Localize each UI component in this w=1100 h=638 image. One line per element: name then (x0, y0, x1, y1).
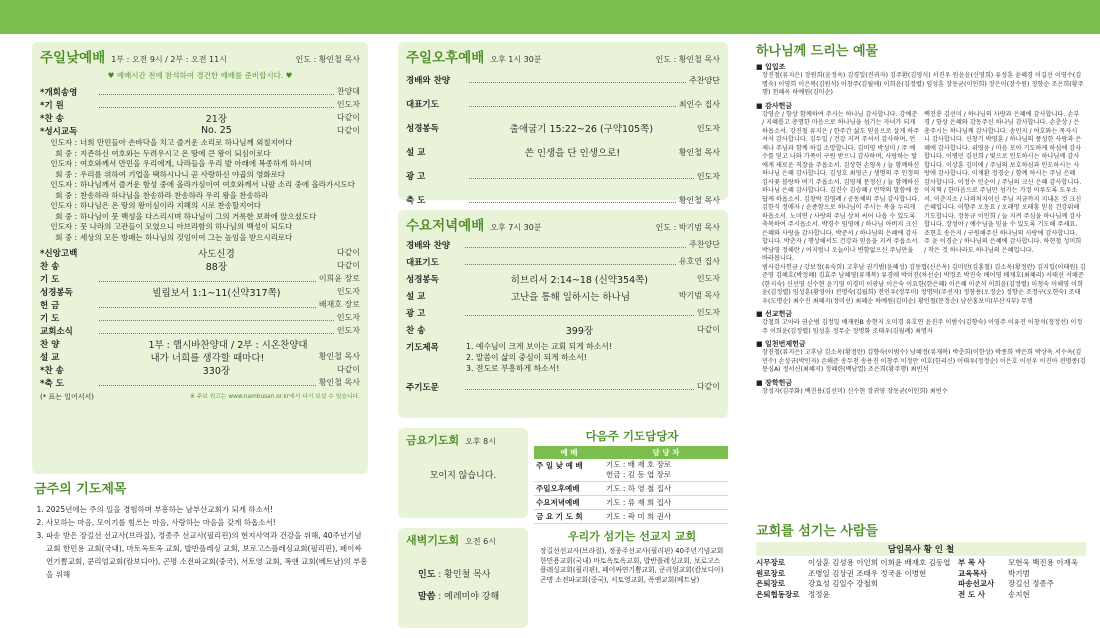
order-row (40, 363, 360, 376)
entry-offering-title: ■ 입입조 (756, 63, 786, 71)
order-label: 기 도 (40, 274, 60, 285)
wednesday-label: 성경봉독 (406, 274, 439, 285)
litany-text: 하나님께서 즐거운 함성 중에 올라가심이여 여호와께서 나팔 소리 중에 올라가시도다 (80, 180, 356, 189)
wednesday-leader: 인도자 (696, 274, 720, 283)
wednesday-row (406, 253, 720, 270)
servant-left-names: 강효성 김일수 강철희 (808, 579, 878, 588)
thanks-left: 강영순 / 항상 함께하여 주시는 하나님 감사합니다. 강예준 / 지혜롭고 총명한 마음으로 하나님을 섬기는 자녀가 되게 하옵소서. 강진철 류지은 / 한주간 삶도 믿음으로 살게 하주셔서 감사합니다. 김두일 / 건강 지켜 주셔서 감사하며, 언제나 주님과 함께 하길 소망합니다. 김미영 박성미 / 주 예수를 믿고 나와 가족이 구원 받으니 감사하며, 사랑하는 딸에게 새로운 직장을 주옵소서. 김상현 손영옥 / 늘 함께하신 하나님 은혜 감사합니다. 김성호 최영근 / 생명의 주 인정의 김사꽃 블랑하 여기 주옵소서. 김영재 문정신 / 늘 함께하신 하나님 은혜 감사합니다. 김진수 김승혜 / 언약의 말씀에 응답케 하옵소서. 김창락 김영례 / 공동체의 주님 감사합니다. 김한식 정애자 / 순종함으로 하나님이 주시는 복을 누리게 하옵소서. 노미연 / 사랑의 주님 상처 씨어 나옵 수 있도록 축복하여 주시옵소서. 박경수 임영애 / 하나님 아버지 크신 은혜와 사랑을 감사합니다. 박준서 / 하나님의 은혜에 감사합니다. 박춘자 / 행상해서도 건강과 믿음을 지켜 주옵소서. 박남영 정해란 / 어지럼니 오늘이나 변함없으신 주님만을 바라봅니다. (762, 110, 920, 262)
afternoon-officiant: 인도 : 황인철 목사 (655, 55, 720, 64)
missions-text: 장길선선교사(브라질), 정종주선교사(필리핀) 40주년기념교회 한민용교회(국내) 마토옥토옥교회, 밥반플레싱교회, 보로고스플레싱교회(필리핀), 페이싸연기쁨교회, 쿤리엄교회(캄보디아) 곤명 소전파교회(중국), 서토영교회, 폭앤교회(베트남) (540, 547, 724, 584)
servant-left-label: 은퇴장로 (756, 579, 785, 588)
sunday-main-times: 1부 : 오전 9시 / 2부 : 오전 11시 (111, 55, 227, 64)
wednesday-content: 399장 (565, 325, 594, 337)
dot-leader (99, 89, 334, 95)
mission-offering-title: ■ 선교헌금 (756, 310, 793, 318)
litany-line (40, 191, 360, 202)
order-content: 21장 (205, 113, 228, 125)
order-label: 기 도 (40, 313, 60, 324)
order-label: 설 교 (40, 352, 60, 363)
wednesday-title: 수요저녁예배 (406, 218, 485, 234)
afternoon-row (406, 164, 720, 188)
litany-text: 뭇 나라의 고관들이 모였으니 아브라함의 하나님의 백성이 되도다 (80, 222, 293, 231)
wednesday-row (406, 287, 720, 304)
afternoon-row (406, 92, 720, 116)
afternoon-leader: 인도자 (696, 123, 720, 133)
afternoon-row (406, 188, 720, 212)
order-label: *신앙고백 (40, 248, 78, 259)
order-leader: 이희윤 장로 (318, 274, 360, 283)
order-label: *개회송영 (40, 87, 78, 98)
wednesday-label: 경배와 찬양 (406, 240, 451, 251)
thanks-tail: 범사감사헌금 / 강보정(유숙희) 고후남 권기범(윤혜성) 김동엽(신은옥) 김미란(김홍철) 김소옥(황정란) 김지일(이태원) 김준영 김혜호(박정혜) 김효주 남혜영(류재복) 류경애 박이진(차선순) 박정조 박진숙 배어영 배재호(최혜리) 서태선 서혜준(한지숙) 신선영 신수현 윤기영 이경미 이광남 이은숙 이요한(한은혜) 이은혜 이준석 이희윤(김정렬) 이청숙 이해영 이희윤(김정렬) 임성훈(황영아) 전명숙(김월희) 전인우(정무미) 정명덕(주선자) 정창용(오정순) 정향순 조정구(오현숙) 조태우(도명순) 최수진 최혜지(정미선) 최혜순 하예원(김미순) 황인철(문정순) 남산홍보미(부산지부) 무명 (762, 263, 1086, 305)
afternoon-label: 설 교 (406, 148, 426, 158)
afternoon-row (406, 116, 720, 140)
order-content: 330장 (202, 365, 231, 377)
afternoon-row (406, 140, 720, 164)
wednesday-label: 설 교 (406, 291, 426, 302)
wednesday-row (406, 304, 720, 321)
wednesday-leader: 박기범 목사 (678, 291, 720, 300)
order-label: *기 원 (40, 100, 64, 111)
servant-left-label: 원로장로 (756, 568, 785, 578)
order-leader: 배재호 장로 (318, 300, 360, 309)
order-row (40, 350, 360, 363)
dot-leader (99, 102, 334, 108)
next-week-title: 다음주 기도담당자 (585, 429, 679, 443)
wednesday-time: 오후 7시 30분 (490, 223, 542, 232)
offerings-title: 하나님께 드리는 예물 (756, 44, 879, 59)
dot-leader (99, 328, 334, 334)
order-leader: 인도자 (336, 287, 360, 296)
dot-leader (99, 315, 334, 321)
next-week-service: 금 요 기 도 회 (534, 510, 604, 524)
building-offering-text: 장진철(류지은) 고후남 김소옥(황정란) 김향숙(이범수) 남혜정(류재복) 박춘희(이한상) 박종희 박은희 박상옥 서수옥(김민수) 손성규(박민자) 손해준 송두천 송용진 이창주 이정만 이호(한리신) 이태우(정정순) 이은호 이선우 이진아 전명종(김봉심A) 정서신(최혜지) 정혜련(백남열) 조은희(황주행) 최빈석 (762, 349, 1086, 373)
litany-speaker: 회 중 : (55, 211, 77, 221)
order-content: 빌립보서 1:1~11(신약317쪽) (152, 287, 281, 299)
order-leader: 인도자 (336, 313, 360, 322)
dot-leader (99, 276, 316, 282)
litany-text: 우리를 위하여 기업을 택하시나니 곧 사랑하신 야곱의 영화로다 (80, 169, 286, 179)
order-row (40, 376, 360, 389)
next-week-person: 기도 : 하 영 철 집사 (604, 482, 728, 496)
servant-right-label: 부 목 사 (958, 558, 985, 567)
friday-time: 오후 8시 (465, 437, 496, 446)
afternoon-leader: 주찬양단 (689, 75, 720, 85)
order-row (40, 337, 360, 350)
next-week-leaders (534, 428, 730, 524)
order-leader: 다같이 (336, 126, 360, 135)
servant-left-names: 이상훈 김성용 이인희 이희윤 배재호 김동엽 (808, 558, 951, 567)
servant-row (756, 558, 1086, 569)
litany-text: 여호와께서 만민을 우리에게, 나라들을 우리 발 아래에 복종하게 하시며 (80, 159, 312, 168)
dot-leader (469, 77, 686, 83)
servant-left-label: 시무장로 (756, 558, 785, 567)
dawn-word-label: 말씀 (418, 592, 436, 602)
order-label: *성시교독 (40, 126, 78, 137)
order-row (40, 124, 360, 137)
next-week-person: 기도 : 류 재 희 집사 (604, 496, 728, 510)
litany-speaker: 인도자 : (50, 180, 77, 189)
friday-title: 금요기도회 (406, 434, 460, 447)
prayer-topics (32, 478, 368, 581)
sunday-main-title: 주일낮예배 (40, 50, 106, 66)
wednesday-row (406, 236, 720, 253)
afternoon-leader: 황인철 목사 (678, 195, 720, 205)
dot-leader (465, 242, 686, 248)
afternoon-content: 쓴 인생을 단 인생으로! (524, 148, 621, 159)
senior-pastor: 담임목사 황 인 철 (756, 542, 1086, 556)
prayer-topic: 1. 2025년에는 주의 일을 경험하며 부흥하는 남부산교회가 되게 하소서! (46, 503, 368, 516)
wednesday-officiant: 인도 : 박기범 목사 (655, 223, 720, 232)
order-label: *찬 송 (40, 365, 64, 376)
litany-line (40, 170, 360, 181)
order-content: No. 25 (200, 125, 232, 136)
afternoon-leader: 최인수 집사 (678, 99, 720, 109)
order-label: 교회소식 (40, 326, 73, 337)
prayer-topics-title: 금주의 기도제목 (34, 482, 127, 497)
next-week-person: 기도 : 곽 미 희 권사 (604, 510, 728, 524)
dot-leader (99, 302, 316, 308)
wednesday-prayer-item: 2. 말씀이 삶의 중심이 되게 하소서! (466, 353, 587, 362)
servant-right-label: 전 도 사 (958, 589, 985, 599)
prayer-topic: 2. 사모하는 마음, 모이기를 힘쓰는 마음, 사랑하는 마음을 갖게 하옵소서! (46, 516, 368, 529)
litany-text: 너희 만민들아 손바닥을 치고 즐거운 소리로 하나님께 외칠지어다 (80, 138, 293, 147)
litany-speaker: 인도자 : (50, 159, 77, 168)
next-week-service: 수요저녁예배 (534, 496, 604, 510)
sunday-afternoon-service (398, 42, 728, 206)
dot-leader (469, 173, 694, 179)
afternoon-label: 경배와 찬양 (406, 76, 451, 86)
order-leader: 다같이 (336, 113, 360, 122)
wednesday-label: 찬 송 (406, 325, 426, 336)
dawn-time: 오전 6시 (465, 537, 496, 546)
order-content: 사도신경 (198, 248, 235, 260)
dot-leader (465, 259, 676, 265)
litany-text: 찬송하라 하나님을 찬송하라 찬송하라 우리 왕을 찬송하라 (80, 190, 269, 200)
afternoon-time: 오후 1시 30분 (490, 55, 542, 64)
order-label: 헌 금 (40, 300, 60, 311)
order-row (40, 272, 360, 285)
dot-leader (465, 310, 694, 316)
wednesday-leader: 주찬양단 (689, 240, 720, 249)
litany-speaker: 인도자 : (50, 222, 77, 231)
order-label: *찬 송 (40, 113, 64, 124)
order-row (40, 311, 360, 324)
servant-row (756, 579, 1086, 590)
servant-row (756, 569, 1086, 580)
litany-line (40, 159, 360, 170)
order-row (40, 298, 360, 311)
next-week-person: 기도 : 배 재 호 장로 헌금 : 김 동 엽 장로 (604, 459, 728, 482)
wednesday-leader: 유호연 집사 (678, 257, 720, 266)
litany-line (40, 180, 360, 191)
litany-line (40, 233, 360, 244)
header-bar (0, 0, 1100, 34)
website-footnote: ※ 주보 원고는 www.nambusan.or.kr에서 다시 보실 수 있습니다. (189, 394, 360, 400)
servants-title: 교회를 섬기는 사람들 (756, 524, 879, 539)
dot-leader (99, 380, 316, 386)
order-content: 88장 (205, 261, 228, 273)
dawn-prayer (398, 528, 528, 628)
next-week-service: 주 일 낮 예 배 (534, 459, 604, 482)
next-week-row (534, 510, 728, 524)
order-row (40, 246, 360, 259)
afternoon-label: 광 고 (406, 172, 426, 182)
servant-left-names: 조병일 김상권 조태우 정국윤 이병현 (808, 568, 927, 578)
afternoon-leader: 황인철 목사 (678, 147, 720, 157)
servant-right-names: 박기범 (1008, 568, 1030, 578)
litany-speaker: 인도자 : (50, 138, 77, 147)
wednesday-leader: 인도자 (696, 308, 720, 317)
litany-speaker: 회 중 : (55, 190, 77, 200)
servant-right-label: 파송선교사 (958, 579, 995, 588)
order-row (40, 111, 360, 124)
dawn-leader: : 황인철 목사 (438, 570, 491, 580)
order-leader: 다같이 (336, 261, 360, 270)
afternoon-content: 출애굽기 15:22~26 (구약105쪽) (509, 124, 654, 135)
thanks-offering-title: ■ 감사헌금 (756, 101, 793, 110)
servant-left-names: 정정윤 (808, 589, 830, 599)
dawn-leader-label: 인도 (418, 570, 436, 580)
order-label: 찬 양 (40, 339, 60, 350)
missions-title: 우리가 섬기는 선교지 교회 (567, 530, 697, 543)
lords-prayer-right: 다같이 (696, 382, 720, 391)
order-label: 성경봉독 (40, 287, 73, 298)
dawn-word: : 예레미야 강해 (438, 592, 500, 602)
afternoon-row (406, 68, 720, 92)
servant-row (756, 590, 1086, 601)
next-week-head-person: 담 당 자 (652, 448, 680, 457)
next-week-row (534, 459, 728, 482)
servant-right-names: 모현욱 백진용 이재욱 (1008, 558, 1078, 567)
afternoon-label: 성경봉독 (406, 124, 439, 134)
order-leader: 인도자 (336, 326, 360, 335)
wednesday-label: 광 고 (406, 308, 426, 319)
litany-line (40, 212, 360, 223)
order-row (40, 85, 360, 98)
order-row (40, 98, 360, 111)
entry-offering-text: 장진철(류지은) 장원희(윤정옥) 김경일(전귀자) 김주환(김영식) 서진우 원윤윤(신영희) 유성훈 윤혜경 이길선 이영수(김명숙) 이영희 이은복(김원석) 이창주(김월애) 이희윤(김정렬) 임성훈 장동균(이인희) 장은이(장수원) 정향순 조은희(황주행) 천혜옥 하예원(김미순) (762, 72, 1084, 96)
litany-text: 지존하신 여호와는 두려우시고 온 땅에 큰 왕이 되심이로다 (80, 148, 271, 158)
order-leader: 황인철 목사 (318, 352, 360, 361)
dot-leader (469, 101, 676, 107)
order-leader: 다같이 (336, 365, 360, 374)
wednesday-row (406, 270, 720, 287)
building-offering-title: ■ 일천번제헌금 (756, 340, 806, 348)
litany-text: 세상의 모든 방패는 하나님의 것임이여 그는 높임을 받으시리로다 (80, 232, 293, 242)
litany-line (40, 149, 360, 160)
servant-left-label: 은퇴협동장로 (756, 589, 800, 599)
servant-right-names: 송지현 (1008, 589, 1030, 599)
order-row (40, 324, 360, 337)
litany-speaker: 인도자 : (50, 201, 77, 210)
sunday-main-officiant: 인도 : 황인철 목사 (295, 55, 360, 64)
servant-right-names: 장길선 정종주 (1008, 579, 1054, 588)
afternoon-label: 대표기도 (406, 100, 439, 110)
dawn-title: 새벽기도회 (406, 534, 460, 547)
mission-churches (534, 528, 730, 585)
order-label: 찬 송 (40, 261, 60, 272)
litany-text: 하나님이 뭇 백성을 다스리시며 하나님이 그의 거룩한 보좌에 앉으셨도다 (80, 211, 317, 221)
order-row (40, 259, 360, 272)
thanks-right: 백진룡 김선미 / 하나님의 사랑과 은혜에 감사합니다. 손부경 / 항상 은혜와 감동주신 하나님 감사합니다. 손춘상 / 은총주시는 하나님께 감사합니다. 송민지 / 여호와는 목자시니 감사합니다. 신창기 박영훈 / 하나님의 풍성한 사랑과 은혜에 감사합니다. 위영윤 / 마음 모아 기도하게 하심에 감사합니다. 이병민 김선희 / 빛으로 인도하시는 하나님께 감사합니다. 이상훈 김미애 / 주님의 보호하심과 인도하시는 사랑에 감사합니다. 이재환 정경순 / 함께 하시는 주님 은혜 감사합니다. 이정수 민순이 / 주님의 크신 은혜 감사합니다. 이지혁 / 한마음으로 주님만 섬기는 가정 이루도록 도우소서. 이춘지소 / 나의처지이신 주님 지금까지 지내온 것 크신 은혜입니다. 이향주 오동요 / 오래멍 오래홍 믿음 건강위해 기도합니다. 장동규 이인희 / 늘 지켜 주심을 하나님께 감사합니다. 장성아 / 예수님을 믿을 수 있도록 기도해 주세요. 조현호 송은지 / 구원해주신 하나님의 사랑에 감사합니다. 주 윤 이경순 / 하나님의 은혜에 감사합니다. 하현철 성미희 / 작은 것 하나라도 하나님의 은혜입니다. (924, 110, 1082, 254)
standing-footnote: (* 표는 일어서서) (40, 393, 94, 401)
wednesday-content: 히브리서 2:14~18 (신약354쪽) (510, 274, 649, 286)
litany-line (40, 222, 360, 233)
afternoon-title: 주일오후예배 (406, 50, 485, 66)
litany-line (40, 201, 360, 212)
order-row (40, 285, 360, 298)
order-label: *축 도 (40, 378, 64, 389)
mission-offering-text: 강철희 고아라 권순범 김정일 배재원B 송현지 오미경 유호연 윤진주 이범수(김향숙) 이영주 이유진 이창석(정정선) 이정주 이희윤(김정렬) 임성훈 정무순 정명화 조태우(김월례) 최명자 (762, 319, 1083, 335)
friday-prayer (398, 428, 528, 518)
sunday-main-service (32, 42, 368, 474)
order-leader: 인도자 (336, 100, 360, 109)
litany-speaker: 회 중 : (55, 148, 77, 158)
order-content: 1부 : 햅시바찬양대 / 2부 : 시온찬양대 (148, 339, 308, 351)
dot-leader (469, 197, 676, 203)
scholar-offering-text: 장성자(김주화) 백진용(김선미) 신수현 장귀영 장동균(이인희) 최빈수 (762, 387, 948, 395)
litany-speaker: 회 중 : (55, 232, 77, 242)
next-week-row (534, 482, 728, 496)
wednesday-row (406, 321, 720, 338)
litany-line (40, 138, 360, 149)
wednesday-prayer-item: 3. 전도로 부흥하게 하소서! (466, 364, 560, 373)
scholar-offering-title: ■ 장학헌금 (756, 378, 793, 387)
prayer-topic: 3. 파송 받은 장길선 선교사(브라질), 정종주 선교사(필리핀)의 현지사역과 건강을 위해, 40주년기념교회 한민용 교회(국내), 마토옥토옥 교회, 밥반플레싱 교회, 보로고스플레싱교회(필리핀), 페이싸연기쁨교회, 쿤리엄교회(캄보디아), 곤명 소전파교회(중국), 서토영 교회, 폭앤 교회(베트남)의 부흥을 위해 (46, 529, 368, 581)
next-week-row (534, 496, 728, 510)
servant-right-label: 교육목사 (958, 568, 987, 578)
next-week-head-service: 예 배 (560, 448, 578, 457)
next-week-service: 주일오후예배 (534, 482, 604, 496)
lords-prayer-label: 주기도문 (406, 382, 439, 393)
wednesday-content: 고난을 통해 일하시는 하나님 (510, 291, 630, 303)
afternoon-leader: 인도자 (696, 171, 720, 181)
wednesday-prayer-label: 기도제목 (406, 343, 439, 353)
wednesday-leader: 다같이 (696, 325, 720, 334)
order-content: 내가 너희를 생각할 때마다! (150, 352, 265, 364)
litany-speaker: 회 중 : (55, 169, 77, 179)
litany-text: 하나님은 온 땅의 왕이심이라 지혜의 시로 찬송할지어다 (80, 201, 261, 210)
church-servants (756, 520, 1086, 600)
friday-message: 모이지 않습니다. (429, 471, 497, 481)
order-leader: 찬양대 (336, 87, 360, 96)
order-leader: 다같이 (336, 248, 360, 257)
offerings-section (756, 40, 1086, 396)
wednesday-label: 대표기도 (406, 257, 439, 268)
wednesday-service (398, 210, 728, 418)
wednesday-prayer-item: 1. 예수님이 크게 보이는 교회 되게 하소서! (466, 342, 612, 351)
afternoon-label: 축 도 (406, 196, 426, 206)
order-leader: 황인철 목사 (318, 378, 360, 387)
worship-notice: ♥ 예배시간 전에 참석하여 경건한 예배를 준비합시다. ♥ (107, 71, 293, 80)
